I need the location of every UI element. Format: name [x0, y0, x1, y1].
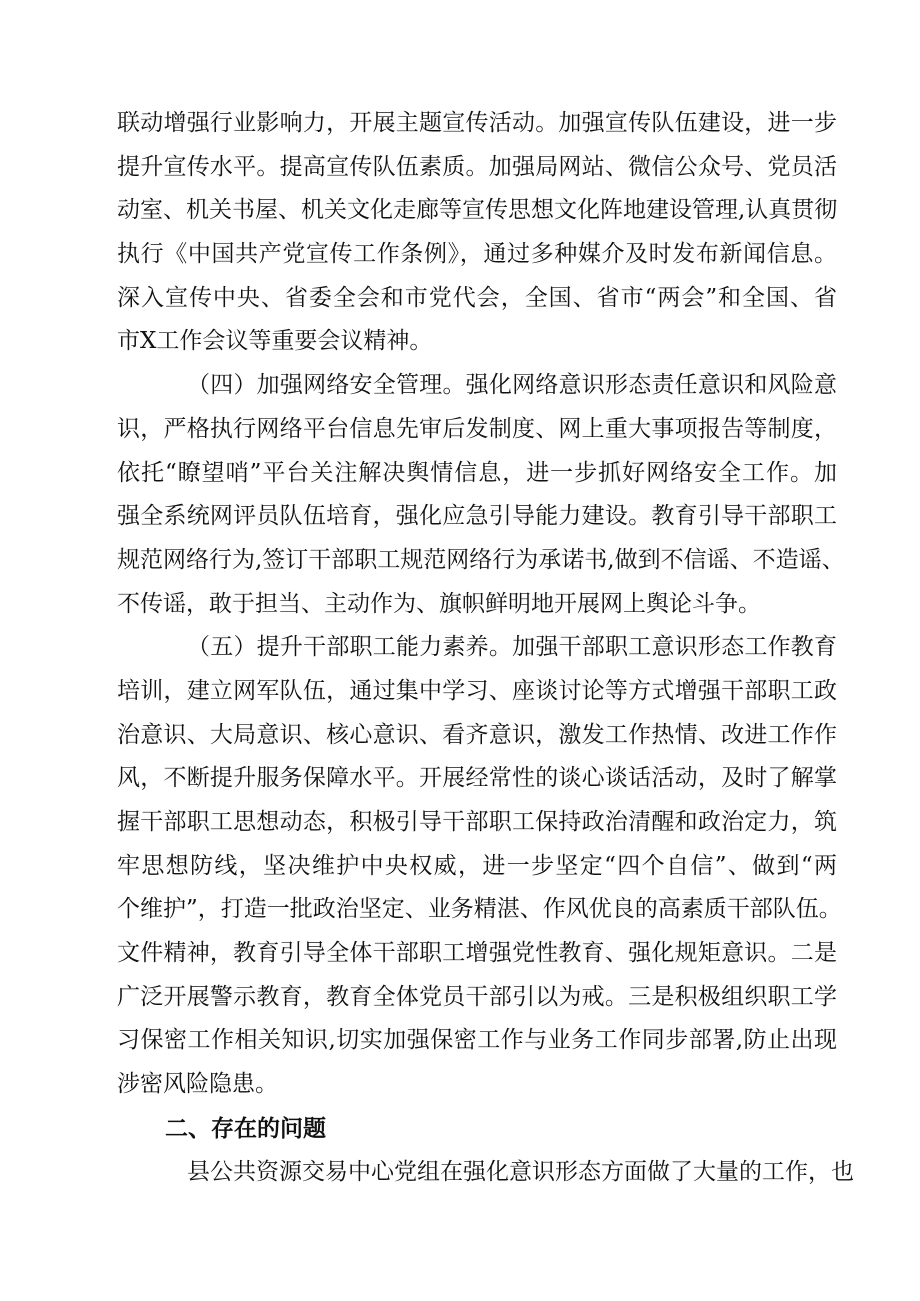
- paragraph-line: 培训，建立网军队伍，通过集中学习、座谈讨论等方式增强干部职工政: [117, 677, 837, 704]
- section-heading: 二、存在的问题: [165, 1114, 326, 1142]
- paragraph-line: 牢思想防线，坚决维护中央权威，进一步坚定“四个自信”、做到“两: [117, 852, 837, 879]
- paragraph-line: 市X工作会议等重要会议精神。: [117, 328, 433, 355]
- paragraph-line: 依托“瞭望哨”平台关注解决舆情信息，进一步抓好网络安全工作。加: [117, 459, 837, 486]
- paragraph-line: 强全系统网评员队伍培育，强化应急引导能力建设。教育引导干部职工: [117, 503, 837, 530]
- paragraph-line: 识，严格执行网络平台信息先审后发制度、网上重大事项报告等制度，: [117, 415, 837, 442]
- paragraph-line: 风，不断提升服务保障水平。开展经常性的谈心谈话活动，及时了解掌: [117, 765, 837, 792]
- paragraph-line: 联动增强行业影响力，开展主题宣传活动。加强宣传队伍建设，进一步: [117, 110, 837, 136]
- paragraph-line: 涉密风险隐患。: [117, 1071, 278, 1098]
- section-four-heading-line: （四）加强网络安全管理。强化网络意识形态责任意识和风险意: [187, 372, 837, 399]
- paragraph-line: 规范网络行为,签订干部职工规范网络行为承诺书,做到不信谣、不造谣、: [117, 546, 845, 573]
- document-body: [117, 102, 854, 1194]
- paragraph-line: 不传谣，敢于担当、主动作为、旗帜鲜明地开展网上舆论斗争。: [117, 590, 761, 617]
- section-five-heading-line: （五）提升干部职工能力素养。加强干部职工意识形态工作教育: [187, 634, 837, 661]
- paragraph-line: 动室、机关书屋、机关文化走廊等宣传思想文化阵地建设管理,认真贯彻: [117, 197, 838, 224]
- paragraph-line: 县公共资源交易中心党组在强化意识形态方面做了大量的工作，也: [187, 1158, 854, 1185]
- paragraph-line: 治意识、大局意识、核心意识、看齐意识，激发工作热情、改进工作作: [117, 721, 837, 748]
- paragraph-line: 深入宣传中央、省委全会和市党代会，全国、省市“两会”和全国、省: [117, 284, 837, 311]
- paragraph-line: 提升宣传水平。提高宣传队伍素质。加强局网站、微信公众号、党员活: [117, 153, 837, 180]
- paragraph-line: 文件精神，教育引导全体干部职工增强党性教育、强化规矩意识。二是: [117, 940, 837, 967]
- paragraph-line: 习保密工作相关知识,切实加强保密工作与业务工作同步部署,防止出现: [117, 1027, 837, 1054]
- paragraph-line: 广泛开展警示教育，教育全体党员干部引以为戒。三是积极组织职工学: [117, 983, 837, 1010]
- paragraph-line: 个维护”，打造一批政治坚定、业务精湛、作风优良的高素质干部队伍。: [117, 896, 842, 923]
- paragraph-line: 执行《中国共产党宣传工作条例》，通过多种媒介及时发布新闻信息。: [117, 241, 837, 268]
- paragraph-line: 握干部职工思想动态，积极引导干部职工保持政治清醒和政治定力，筑: [117, 809, 837, 835]
